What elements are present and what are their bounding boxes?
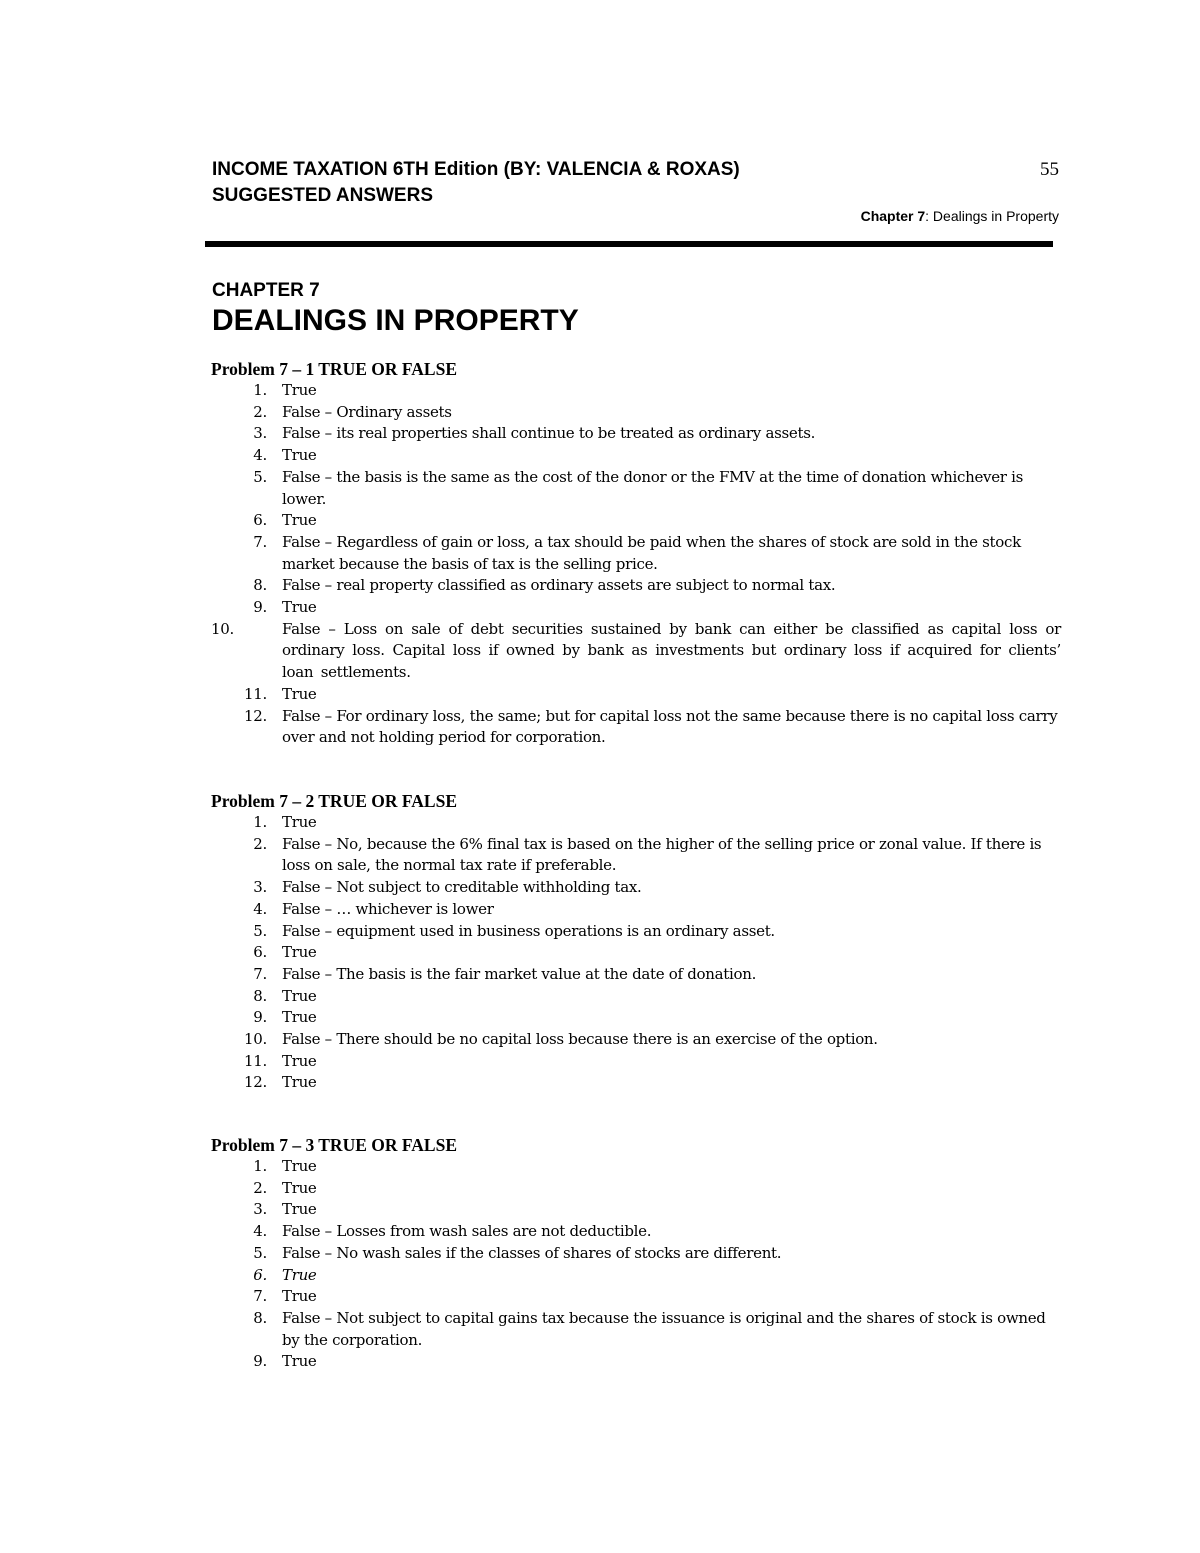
item-number: 12. bbox=[244, 706, 267, 725]
problem-title: Problem 7 – 2 TRUE OR FALSE bbox=[211, 791, 457, 811]
item-number: 6. bbox=[253, 1265, 267, 1284]
item-number: 9. bbox=[253, 1352, 267, 1371]
answer-item bbox=[211, 1351, 1061, 1373]
chapter-ref-prefix: Chapter 7 bbox=[860, 208, 926, 224]
answer-list bbox=[211, 1156, 1061, 1373]
answer-item bbox=[211, 1221, 1061, 1243]
item-number: 6. bbox=[253, 511, 267, 530]
item-text: True bbox=[282, 381, 317, 399]
item-text: True bbox=[282, 1287, 317, 1306]
chapter-title: DEALINGS IN PROPERTY bbox=[212, 304, 579, 337]
item-number: 4. bbox=[253, 899, 267, 918]
item-number: 4. bbox=[253, 1222, 267, 1241]
answer-item bbox=[211, 986, 1061, 1008]
item-number: 1. bbox=[253, 1157, 267, 1175]
answer-item bbox=[211, 964, 1061, 986]
answer-item bbox=[211, 423, 1061, 445]
item-number: 9. bbox=[253, 598, 267, 617]
answer-item bbox=[211, 402, 1061, 424]
item-number: 2. bbox=[253, 402, 267, 421]
answer-item bbox=[211, 899, 1061, 921]
item-number: 10. bbox=[244, 1030, 267, 1049]
item-text: True bbox=[282, 598, 317, 617]
problem-section-7-2 bbox=[211, 790, 1061, 1094]
item-text: True bbox=[282, 446, 317, 465]
answer-item bbox=[211, 1051, 1061, 1073]
item-text: False – Losses from wash sales are not deductible. bbox=[282, 1222, 652, 1241]
chapter-label: CHAPTER 7 bbox=[212, 280, 320, 301]
item-text: False – Not subject to creditable withholding tax. bbox=[282, 878, 642, 897]
item-text: True bbox=[282, 1008, 317, 1027]
item-text: True bbox=[282, 511, 317, 530]
item-number: 3. bbox=[253, 1200, 267, 1219]
item-text: True bbox=[282, 943, 317, 962]
item-number: 7. bbox=[253, 1287, 267, 1306]
item-number: 4. bbox=[253, 446, 267, 465]
item-text: True bbox=[282, 813, 317, 831]
item-number: 3. bbox=[253, 878, 267, 897]
answer-item bbox=[211, 445, 1061, 467]
answer-item bbox=[211, 380, 1061, 402]
item-number: 5. bbox=[253, 467, 267, 486]
item-text: False – the basis is the same as the cost of the donor or the FMV at the time of donation whichever is lower. bbox=[282, 467, 1024, 508]
item-number: 10. bbox=[211, 619, 234, 638]
item-text: True bbox=[282, 684, 317, 703]
answer-item bbox=[211, 706, 1061, 749]
item-text: True bbox=[282, 986, 317, 1005]
item-number: 1. bbox=[253, 381, 267, 399]
item-number: 12. bbox=[244, 1073, 267, 1092]
item-text: False – Not subject to capital gains tax because the issuance is original and the shares of stock is owned by the corporation. bbox=[282, 1308, 1046, 1349]
item-text: False – Loss on sale of debt securities sustained by bank can either be classified as capital loss or ordinary loss. Capital loss if owned by bank as investments but ordinary loss if acquired for clients’ loan settlements. bbox=[282, 619, 1061, 682]
answer-item bbox=[211, 1029, 1061, 1051]
answer-item bbox=[211, 942, 1061, 964]
answer-item bbox=[211, 1286, 1061, 1308]
item-text: False – No, because the 6% final tax is based on the higher of the selling price or zonal value. If there is loss on sale, the normal tax rate if preferable. bbox=[282, 834, 1042, 875]
item-text: True bbox=[282, 1352, 317, 1371]
item-text: False – real property classified as ordinary assets are subject to normal tax. bbox=[282, 576, 836, 595]
answer-list bbox=[211, 812, 1061, 1094]
item-number: 1. bbox=[253, 813, 267, 831]
book-title: INCOME TAXATION 6TH Edition (BY: VALENCIA & ROXAS) bbox=[212, 159, 740, 180]
item-text: True bbox=[282, 1200, 317, 1219]
problem-title: Problem 7 – 1 TRUE OR FALSE bbox=[211, 359, 457, 379]
answer-item bbox=[211, 1007, 1061, 1029]
answer-item bbox=[211, 1265, 1061, 1287]
item-text: False – its real properties shall continue to be treated as ordinary assets. bbox=[282, 424, 816, 443]
item-text: True bbox=[282, 1073, 317, 1092]
item-number: 5. bbox=[253, 921, 267, 940]
item-number: 9. bbox=[253, 1008, 267, 1027]
item-number: 8. bbox=[253, 1308, 267, 1327]
answer-item bbox=[211, 921, 1061, 943]
item-number: 7. bbox=[253, 532, 267, 551]
answer-item bbox=[211, 510, 1061, 532]
answer-item bbox=[211, 1156, 1061, 1178]
item-number: 8. bbox=[253, 576, 267, 595]
item-number: 7. bbox=[253, 964, 267, 983]
item-number: 2. bbox=[253, 834, 267, 853]
item-text: True bbox=[282, 1157, 317, 1175]
answer-item bbox=[211, 834, 1061, 877]
answer-item bbox=[211, 684, 1061, 706]
answer-item bbox=[211, 1243, 1061, 1265]
item-number: 8. bbox=[253, 986, 267, 1005]
item-text: False – The basis is the fair market value at the date of donation. bbox=[282, 964, 757, 983]
problem-title: Problem 7 – 3 TRUE OR FALSE bbox=[211, 1135, 457, 1155]
answer-item bbox=[211, 532, 1061, 575]
answer-item bbox=[211, 1072, 1061, 1094]
answer-item bbox=[211, 1178, 1061, 1200]
item-text: False – For ordinary loss, the same; but for capital loss not the same because there is no capital loss carry over and not holding period for corporation. bbox=[282, 706, 1058, 747]
problem-section-7-1 bbox=[211, 358, 1061, 749]
item-text: False – No wash sales if the classes of shares of stocks are different. bbox=[282, 1243, 782, 1262]
problem-section-7-3 bbox=[211, 1134, 1061, 1373]
item-text: False – There should be no capital loss because there is an exercise of the option. bbox=[282, 1030, 878, 1049]
item-text: False – … whichever is lower bbox=[282, 899, 494, 918]
item-number: 6. bbox=[253, 943, 267, 962]
answer-item bbox=[211, 619, 1061, 684]
item-number: 2. bbox=[253, 1178, 267, 1197]
answer-item bbox=[211, 575, 1061, 597]
chapter-ref-rest: : Dealings in Property bbox=[925, 208, 1059, 224]
book-subtitle: SUGGESTED ANSWERS bbox=[212, 185, 433, 206]
item-text: True bbox=[282, 1265, 317, 1284]
running-chapter-ref bbox=[861, 207, 1059, 225]
item-number: 3. bbox=[253, 424, 267, 443]
answer-item bbox=[211, 877, 1061, 899]
answer-item bbox=[211, 1308, 1061, 1351]
item-text: True bbox=[282, 1178, 317, 1197]
header-rule bbox=[205, 241, 1053, 247]
item-text: False – equipment used in business operations is an ordinary asset. bbox=[282, 921, 775, 940]
answer-list bbox=[211, 380, 1061, 749]
item-text: False – Regardless of gain or loss, a tax should be paid when the shares of stock are sold in the stock market because the basis of tax is the selling price. bbox=[282, 532, 1021, 573]
item-number: 11. bbox=[244, 684, 267, 703]
item-number: 5. bbox=[253, 1243, 267, 1262]
answer-item bbox=[211, 467, 1061, 510]
answer-item bbox=[211, 1199, 1061, 1221]
item-text: False – Ordinary assets bbox=[282, 402, 452, 421]
page-number: 55 bbox=[1040, 159, 1059, 180]
answer-item bbox=[211, 812, 1061, 834]
item-text: True bbox=[282, 1051, 317, 1070]
item-number: 11. bbox=[244, 1051, 267, 1070]
answer-item bbox=[211, 597, 1061, 619]
